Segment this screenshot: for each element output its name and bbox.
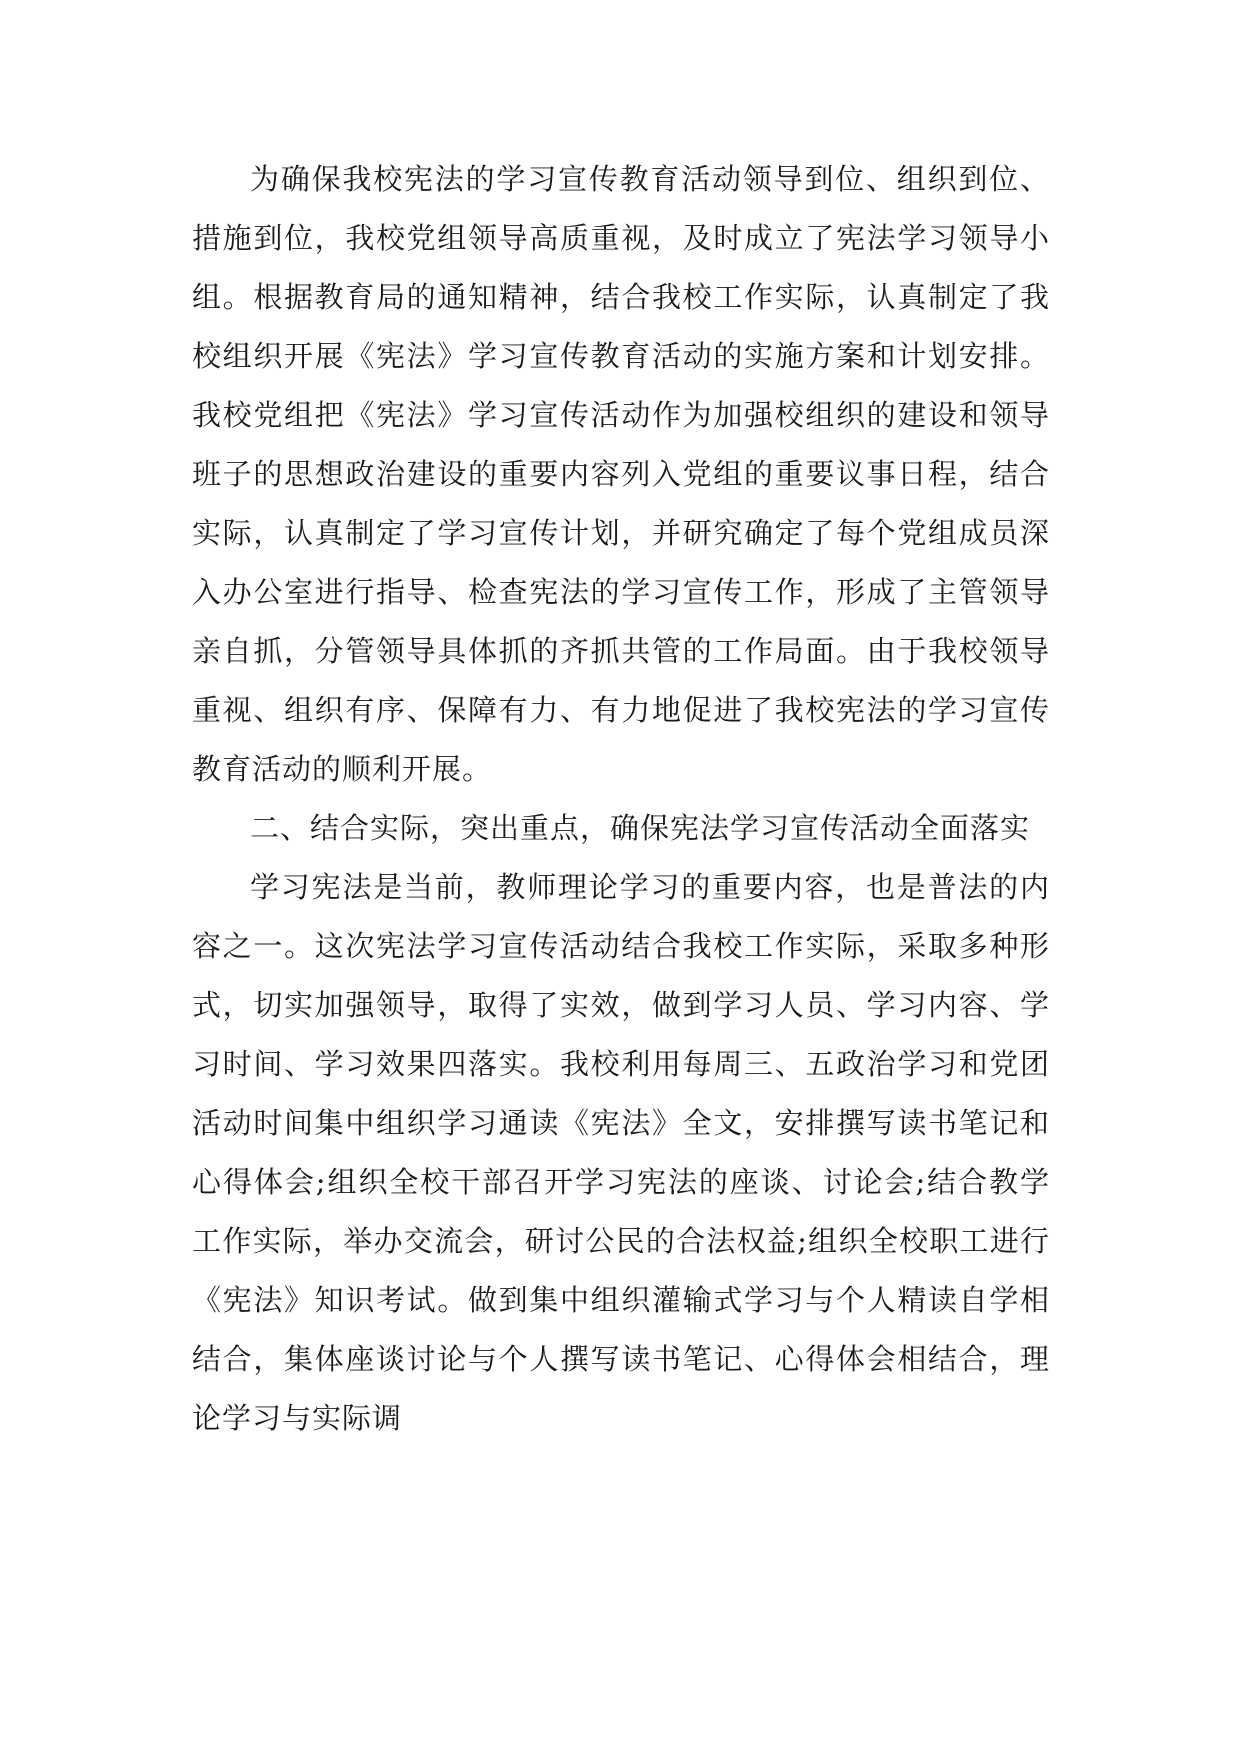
paragraph-leadership: 为确保我校宪法的学习宣传教育活动领导到位、组织到位、措施到位，我校党组领导高质重视，及时成立了宪法学习领导小组。根据教育局的通知精神，结合我校工作实际，认真制定了我校组织开展《宪法》学习宣传教育活动的实施方案和计划安排。我校党组把《宪法》学习宣传活动作为加强校组织的建设和领导班子的思想政治建设的重要内容列入党组的重要议事日程，结合实际，认真制定了学习宣传计划，并研究确定了每个党组成员深入办公室进行指导、检查宪法的学习宣传工作，形成了主管领导亲自抓，分管领导具体抓的齐抓共管的工作局面。由于我校领导重视、组织有序、保障有力、有力地促进了我校宪法的学习宣传教育活动的顺利开展。: [192, 162, 1050, 786]
document-body: [192, 150, 1050, 1448]
section-heading-two: 二、结合实际，突出重点，确保宪法学习宣传活动全面落实: [250, 811, 1031, 845]
paragraph-study: 学习宪法是当前，教师理论学习的重要内容，也是普法的内容之一。这次宪法学习宣传活动结合我校工作实际，采取多种形式，切实加强领导，取得了实效，做到学习人员、学习内容、学习时间、学习效果四落实。我校利用每周三、五政治学习和党团活动时间集中组织学习通读《宪法》全文，安排撰写读书笔记和心得体会;组织全校干部召开学习宪法的座谈、讨论会;结合教学工作实际，举办交流会，研讨公民的合法权益;组织全校职工进行《宪法》知识考试。做到集中组织灌输式学习与个人精读自学相结合，集体座谈讨论与个人撰写读书笔记、心得体会相结合，理论学习与实际调: [192, 870, 1050, 1435]
